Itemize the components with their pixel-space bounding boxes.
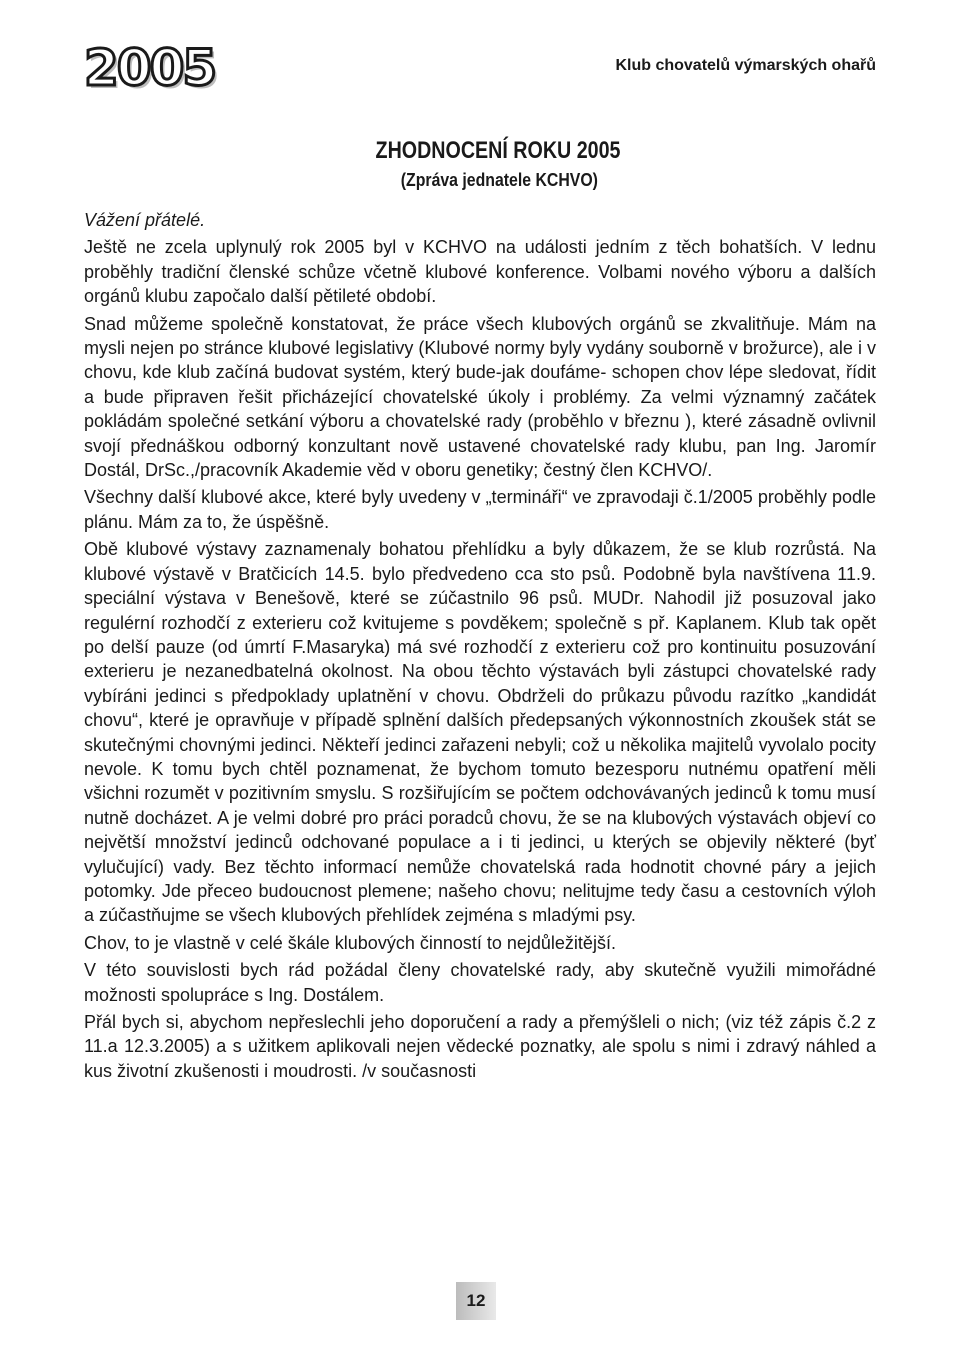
club-name: Klub chovatelů výmarských ohařů [615,57,876,74]
paragraph-1: Ještě ne zcela uplynulý rok 2005 byl v KCHVO na události jedním z těch bohatších. V lednu proběhly tradiční členské schůze včetně klubové konference. Volbami nového výboru a dalších orgánů klubu započalo další pětileté období. [84,237,876,307]
paragraph-3: Všechny další klubové akce, které byly uvedeny v „termináři“ ve zpravodaji č.1/2005 proběhly podle plánu. Mám za to, že úspěšně. [84,487,876,532]
title-block [0,136,960,192]
article-body [84,208,876,1086]
page-number: 12 [456,1282,496,1320]
page-header [84,40,884,96]
paragraph-7: Přál bych si, abychom nepřeslechli jeho doporučení a rady a přemýšleli o nich; (viz též zápis č.2 z 11.a 12.3.2005) a s užitkem aplikovali nejen vědecké poznatky, ale spolu s nimi i zdravý náhled a kus životní zkušenosti i moudrosti. /v současnosti [84,1012,876,1081]
salutation: Vážení přátelé. [84,210,206,230]
paragraph-4: Obě klubové výstavy zaznamenaly bohatou přehlídku a byly důkazem, že se klub rozrůstá. Na klubové výstavě v Bratčicích 14.5. bylo předvedeno cca sto psů. Podobně byla navštívena 11.9. speciální výstava v Benešově, které se zúčastnilo 96 psů. MUDr. Nahodil již posuzoval jako regulérní rozhodčí z exterieru což kvitujeme s povděkem; společně s př. Kaplanem. Klub tak opět po delší pauze (od úmrtí F.Masaryka) má své rozhodčí z exterieru což pro kontinuitu posuzování exterieru je nezanedbatelná okolnost. Na obou těchto výstavách byli zástupci chovatelské rady vybíráni jedinci s předpoklady uplatnění v chovu. Obdrželi do průkazu původu razítko „kandidát chovu“, které je opravňuje v případě splnění dalších předepsaných výkonnostních zkoušek stát se skutečnými chovnými jedinci. Někteří jedinci zařazeni nebyli; což u několika majitelů vyvolalo pocity nevole. K tomu bych chtěl poznamenat, že bychom tomuto bezesporu nutnému opatření měli všichni rozumět v pozitivním smyslu. S rozšiřujícím se počtem odchovávaných jedinců k tomu musí nutně docházet. A je velmi dobré pro práci poradců chovu, že se na klubových výstavách objeví co největší množství jedinců odchované populace a i ti jedinci, u kterých se objevily některé (byť vylučující) vady. Bez těchto informací nemůže chovatelská rada hodnotit chovné páry a jejich potomky. Jde přeceo budoucnost plemene; našeho chovu; nelitujme tedy času a cestovních výloh a zúčastňujme se všech klubových přehlídek zejména s mladými psy. [84,539,876,926]
paragraph-5: Chov, to je vlastně v celé škále klubových činností to nejdůležitější. [84,932,616,953]
paragraph-6: V této souvislosti bych rád požádal členy chovatelské rady, aby skutečně využili mimořádné možnosti spolupráce s Ing. Dostálem. [84,960,876,1005]
page-title: ZHODNOCENÍ ROKU 2005 [375,137,621,164]
page-subtitle: (Zpráva jednatele KCHVO) [400,170,598,190]
paragraph-2: Snad můžeme společně konstatovat, že práce všech klubových orgánů se zkvalitňuje. Mám na mysli nejen po stránce klubové legislativy (Klubové normy byly vydány souborně v brožurce), ale i v chovu, kde klub začíná budovat systém, který bude-jak doufáme- schopen chov lépe sledovat, řídit a bude připraven řešit přicházející chovatelské úkoly i problémy. Za velmi významný začátek pokládám společné setkání výboru a chovatelské rady (proběhlo v březnu ), které zásadně ovlivnil svojí přednáškou odborný konzultant nově ustavené chovatelské rady klubu, pan Ing. Jaromír Dostál, DrSc.,/pracovník Akademie věd v oboru genetiky; čestný člen KCHVO/. [84,313,876,481]
year-logo: 2005 [84,39,216,97]
